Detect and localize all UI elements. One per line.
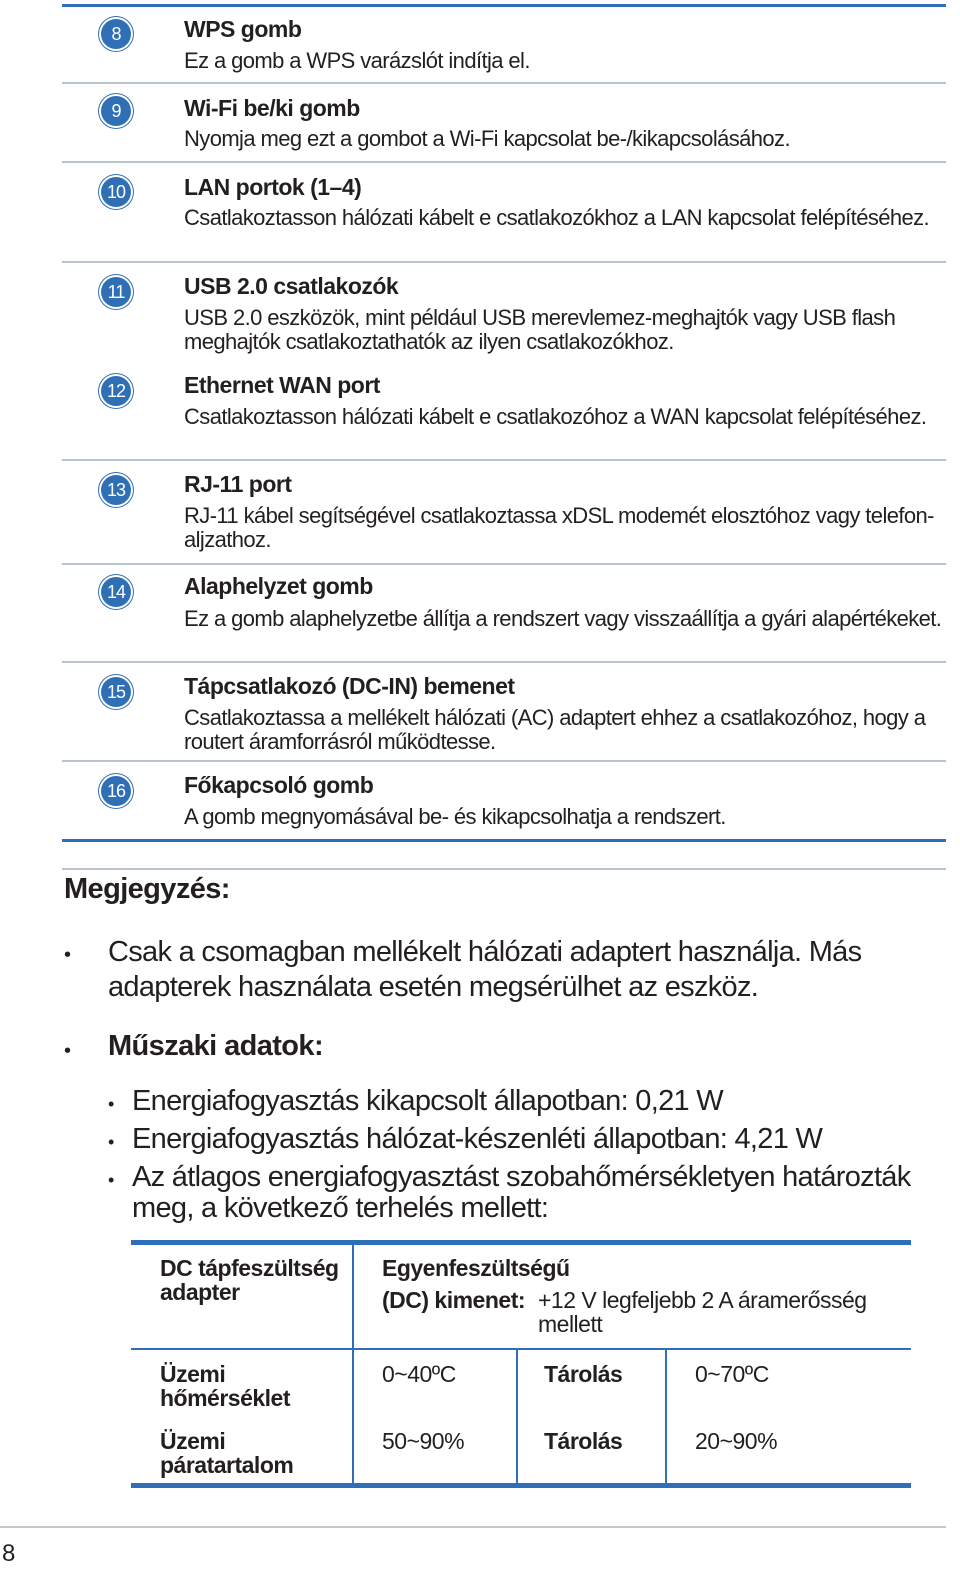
number-badge: 9 <box>99 94 133 128</box>
item-title: Alaphelyzet gomb <box>184 573 373 599</box>
item-description: Csatlakoztassa a mellékelt hálózati (AC) adaptert ehhez a csatlakozóhoz, hogy a routert áramforrásról működtesse. <box>184 705 926 754</box>
table-top-rule <box>131 1240 911 1245</box>
item-description: Csatlakoztasson hálózati kábelt e csatlakozókhoz a LAN kapcsolat felépítéséhez. <box>184 205 930 230</box>
item-title: WPS gomb <box>184 16 302 42</box>
table-column-rule <box>665 1350 667 1483</box>
spec-average: Az átlagos energiafogyasztást szobahőmérsékletyen határozták meg, a következő terhelés mellett: <box>132 1161 911 1224</box>
item-description: Ez a gomb alaphelyzetbe állítja a rendszert vagy visszaállítja a gyári alapértékeket. <box>184 606 942 631</box>
dc-output-key: (DC) kimenet: <box>382 1287 526 1313</box>
table-bottom-rule <box>62 839 946 842</box>
note-bullet-adapter: Csak a csomagban mellékelt hálózati adaptert használja. Más adapterek használata esetén megsérülhet az eszköz. <box>108 936 862 1003</box>
storage-label: Tárolás <box>544 1428 623 1454</box>
operating-temp-value: 0~40ºC <box>382 1361 456 1387</box>
spec-power-off: Energiafogyasztás kikapcsolt állapotban: 0,21 W <box>132 1085 723 1117</box>
number-badge: 10 <box>99 175 133 209</box>
note-title: Megjegyzés: <box>64 873 230 905</box>
footer-rule <box>0 1526 946 1528</box>
label-dc-adapter: DC tápfeszültség adapter <box>160 1255 339 1305</box>
note-divider <box>62 868 946 870</box>
item-row-wan <box>62 362 946 461</box>
item-description: Nyomja meg ezt a gombot a Wi-Fi kapcsolat be-/kikapcsolásához. <box>184 126 790 151</box>
item-row-rj11 <box>62 461 946 565</box>
dc-output-value: +12 V legfeljebb 2 A áramerősség mellett <box>538 1287 867 1337</box>
table-column-rule <box>352 1245 354 1483</box>
table-column-rule <box>516 1350 518 1483</box>
bullet-marker: • <box>64 944 72 966</box>
sub-bullet-marker: • <box>108 1132 115 1152</box>
specs-heading: Műszaki adatok: <box>108 1030 323 1062</box>
table-bottom-rule <box>131 1483 911 1488</box>
storage-temp-value: 0~70ºC <box>695 1361 769 1387</box>
item-title: Ethernet WAN port <box>184 372 380 398</box>
dc-output-heading: Egyenfeszültségű <box>382 1255 570 1281</box>
storage-humidity-value: 20~90% <box>695 1428 778 1454</box>
label-operating-temp: Üzemi hőmérséklet <box>160 1361 291 1411</box>
item-row-wps <box>62 7 946 84</box>
number-badge: 14 <box>99 575 133 609</box>
item-title: RJ-11 port <box>184 471 292 497</box>
item-row-lan <box>62 163 946 263</box>
item-description: USB 2.0 eszközök, mint például USB merevlemez-meghajtók vagy USB flash meghajtók csatlakoztathatók az ilyen csatlakozókhoz. <box>184 305 896 354</box>
number-badge: 8 <box>99 17 133 51</box>
number-badge: 15 <box>99 675 133 709</box>
bullet-marker: • <box>64 1040 72 1062</box>
item-row-power <box>62 762 946 839</box>
storage-label: Tárolás <box>544 1361 623 1387</box>
spec-standby: Energiafogyasztás hálózat-készenléti állapotban: 4,21 W <box>132 1123 823 1155</box>
item-title: LAN portok (1–4) <box>184 174 362 200</box>
item-row-usb <box>62 263 946 362</box>
number-badge: 11 <box>99 275 133 309</box>
operating-humidity-value: 50~90% <box>382 1428 465 1454</box>
item-title: Wi-Fi be/ki gomb <box>184 95 360 121</box>
item-title: USB 2.0 csatlakozók <box>184 273 399 299</box>
item-description: Csatlakoztasson hálózati kábelt e csatlakozóhoz a WAN kapcsolat felépítéséhez. <box>184 404 927 429</box>
table-row-rule <box>131 1348 911 1350</box>
label-operating-humidity: Üzemi páratartalom <box>160 1428 294 1478</box>
item-row-dcin <box>62 663 946 762</box>
sub-bullet-marker: • <box>108 1170 115 1190</box>
number-badge: 16 <box>99 774 133 808</box>
item-description: A gomb megnyomásával be- és kikapcsolhatja a rendszert. <box>184 804 726 829</box>
item-row-reset <box>62 565 946 663</box>
item-description: Ez a gomb a WPS varázslót indítja el. <box>184 48 530 73</box>
spec-table <box>131 1240 911 1488</box>
number-badge: 13 <box>99 473 133 507</box>
item-description: RJ-11 kábel segítségével csatlakoztassa xDSL modemét elosztóhoz vagy telefon-aljzathoz. <box>184 503 934 552</box>
item-title: Tápcsatlakozó (DC-IN) bemenet <box>184 673 515 699</box>
item-row-wifi <box>62 84 946 163</box>
item-title: Főkapcsoló gomb <box>184 772 374 798</box>
sub-bullet-marker: • <box>108 1094 115 1114</box>
page-number: 8 <box>2 1540 16 1567</box>
number-badge: 12 <box>99 374 133 408</box>
